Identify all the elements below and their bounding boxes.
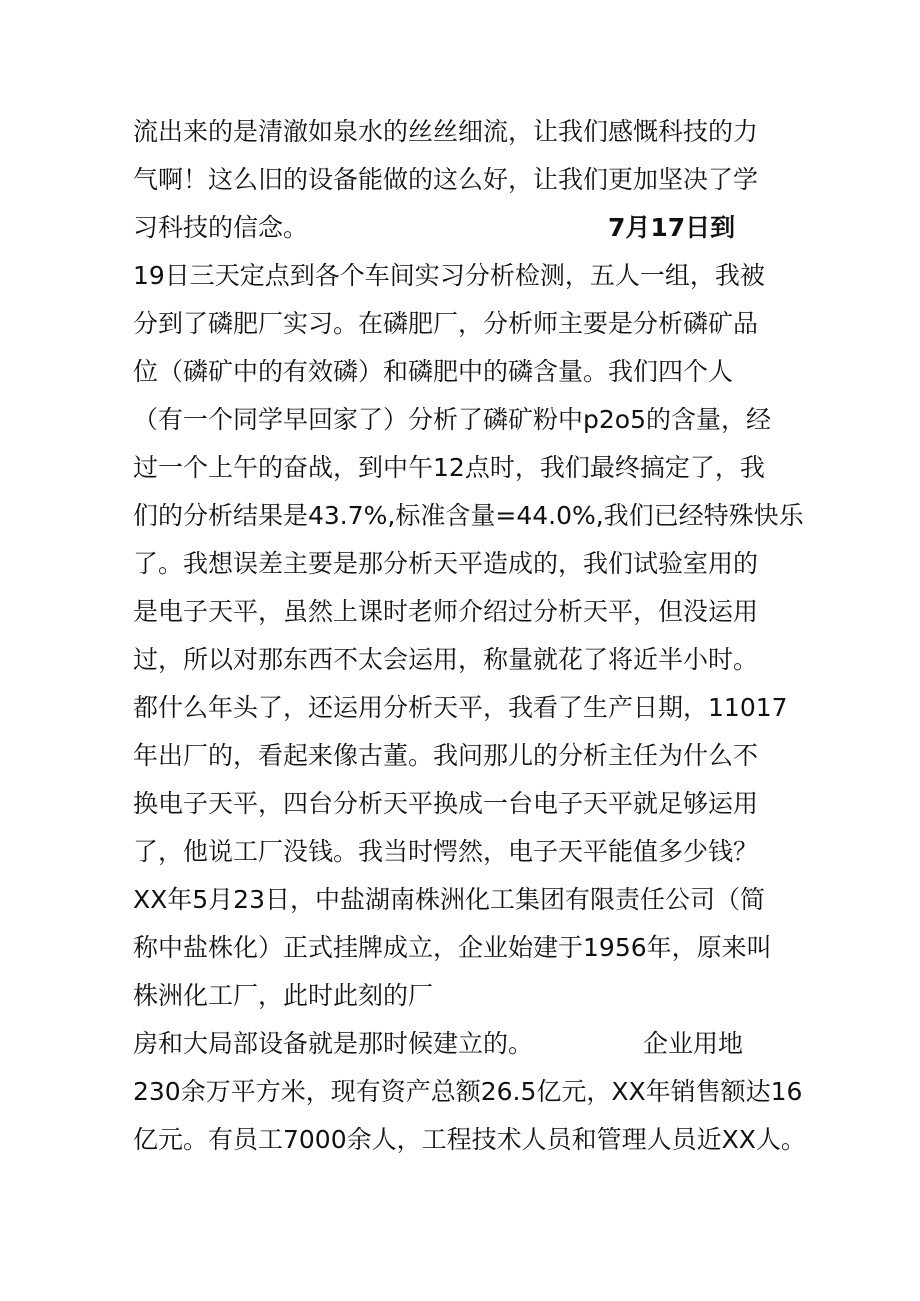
- text-line-11: 是电子天平，虽然上课时老师介绍过分析天平，但没运用: [133, 597, 759, 626]
- text-line-14: 年出厂的，看起来像古董。我问那儿的分析主任为什么不: [133, 741, 759, 770]
- text-line-15: 换电子天平，四台分析天平换成一台电子天平就足够运用: [133, 789, 759, 818]
- text-line-21: 230余万平方米，现有资产总额26.5亿元，XX年销售额达16: [133, 1077, 803, 1106]
- text-line-6: 位（磷矿中的有效磷）和磷肥中的磷含量。我们四个人: [133, 357, 734, 386]
- text-line-19: 株洲化工厂，此时此刻的厂: [133, 981, 434, 1010]
- text-line-9: 们的分析结果是43.7%,标准含量=44.0%,我们已经特殊快乐: [133, 501, 804, 530]
- text-line-18: 称中盐株化）正式挂牌成立，企业始建于1956年，原来叫: [133, 933, 772, 962]
- text-line-3: 习科技的信念。 7月17日到: [133, 213, 736, 242]
- text-line-8: 过一个上午的奋战，到中午12点时，我们最终搞定了，我: [133, 453, 765, 482]
- text-line-17: XX年5月23日，中盐湖南株洲化工集团有限责任公司（简: [133, 885, 765, 914]
- text-line-16: 了，他说工厂没钱。我当时愕然，电子天平能值多少钱？: [133, 837, 759, 866]
- text-line-13: 都什么年头了，还运用分析天平，我看了生产日期，11017: [133, 693, 788, 722]
- text-line-2: 气啊！这么旧的设备能做的这么好，让我们更加坚决了学: [133, 165, 759, 194]
- text-line-5: 分到了磷肥厂实习。在磷肥厂，分析师主要是分析磷矿品: [133, 309, 759, 338]
- text-line-4: 19日三天定点到各个车间实习分析检测，五人一组，我被: [133, 261, 765, 290]
- text-line-22: 亿元。有员工7000余人，工程技术人员和管理人员近XX人。: [133, 1125, 806, 1154]
- text-line-7: （有一个同学早回家了）分析了磷矿粉中p2o5的含量，经: [133, 405, 771, 434]
- text-line-12: 过，所以对那东西不太会运用，称量就花了将近半小时。: [133, 645, 759, 674]
- body-text: [133, 108, 806, 1164]
- text-line-20: 房和大局部设备就是那时候建立的。 企业用地: [133, 1029, 744, 1058]
- text-line-10: 了。我想误差主要是那分析天平造成的，我们试验室用的: [133, 549, 759, 578]
- text-line-1: 流出来的是清澈如泉水的丝丝细流，让我们感慨科技的力: [133, 117, 759, 146]
